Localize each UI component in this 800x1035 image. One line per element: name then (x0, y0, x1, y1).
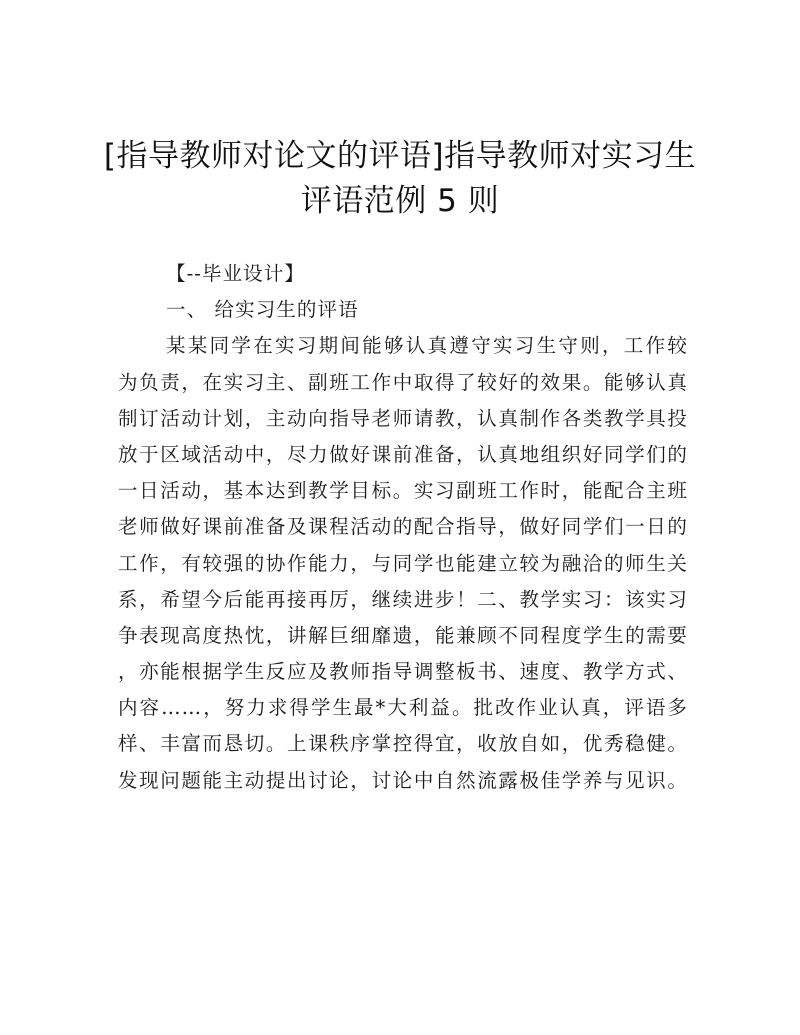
category-tag: 【--毕业设计】 (166, 262, 305, 285)
paragraph-line-8: 系，希望今后能再接再厉，继续进步！二、教学实习：该实习 (118, 587, 688, 611)
paragraph-line-11: 内容……，努力求得学生最*大利益。批改作业认真，评语多 (118, 696, 688, 720)
paragraph-line-3: 制订活动计划，主动向指导老师请教，认真制作各类教学具投 (118, 406, 688, 430)
paragraph-line-10: ，亦能根据学生反应及教师指导调整板书、速度、教学方式、 (118, 660, 688, 684)
paragraph-line-6: 老师做好课前准备及课程活动的配合指导，做好同学们一日的 (118, 515, 688, 539)
paragraph-line-12: 样、丰富而恳切。上课秩序掌控得宜，收放自如，优秀稳健。 (118, 732, 688, 756)
document-title (60, 134, 740, 224)
paragraph-line-4: 放于区域活动中，尽力做好课前准备，认真地组织好同学们的 (118, 442, 688, 466)
paragraph-line-1: 某某同学在实习期间能够认真遵守实习生守则，工作较 (166, 334, 688, 358)
title-line-2: 评语范例 5 则 (300, 183, 500, 219)
section-heading: 一、 给实习生的评语 (166, 298, 359, 322)
paragraph-line-7: 工作，有较强的协作能力，与同学也能建立较为融洽的师生关 (118, 551, 688, 575)
document-body (118, 256, 688, 799)
paragraph-line-2: 为负责，在实习主、副班工作中取得了较好的效果。能够认真 (118, 370, 688, 394)
paragraph-line-9: 争表现高度热忱，讲解巨细靡遗，能兼顾不同程度学生的需要 (118, 623, 688, 647)
paragraph-line-5: 一日活动，基本达到教学目标。实习副班工作时，能配合主班 (118, 479, 688, 503)
paragraph-line-13: 发现问题能主动提出讨论，讨论中自然流露极佳学养与见识。 (118, 768, 688, 792)
title-line-1: [指导教师对论文的评语]指导教师对实习生 (103, 138, 697, 174)
